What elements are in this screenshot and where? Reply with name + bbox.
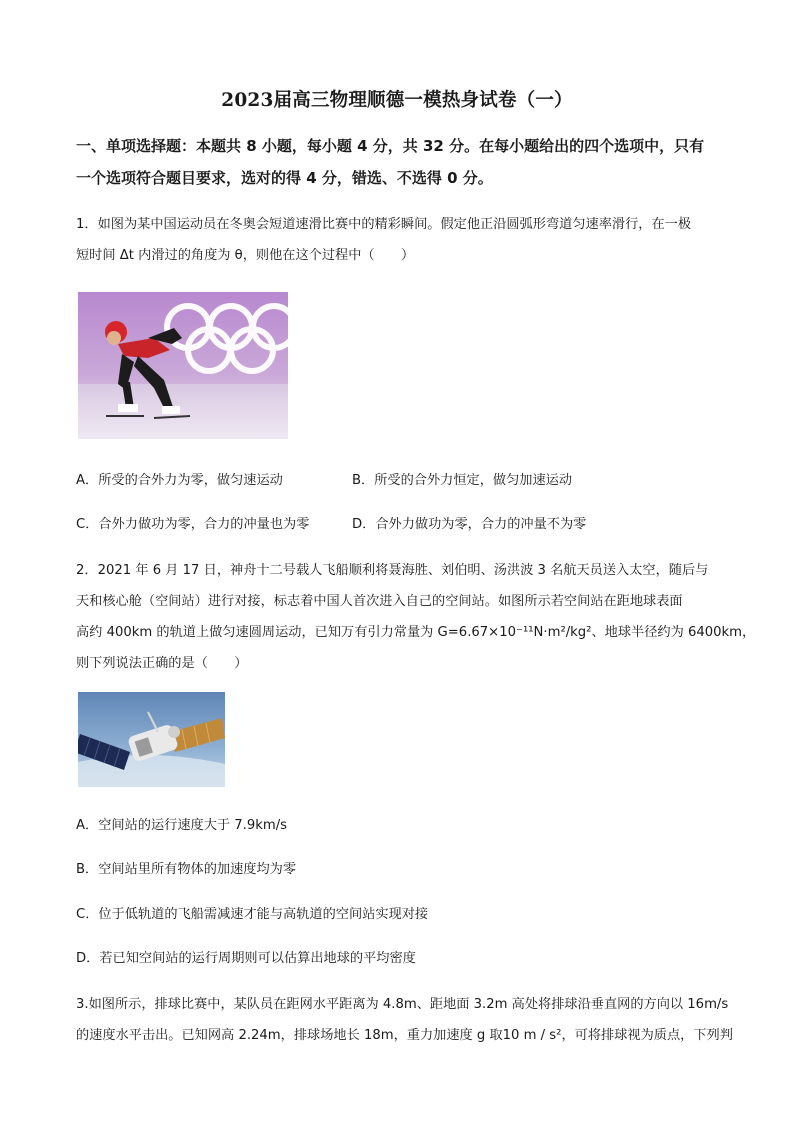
q2-option-b: B．空间站里所有物体的加速度均为零 xyxy=(76,862,297,877)
section-heading-line-2: 一个选项符合题目要求，选对的得 4 分，错选、不选得 0 分。 xyxy=(76,169,493,187)
q1-option-d: D．合外力做功为零，合力的冲量不为零 xyxy=(352,517,587,532)
speed-skater-photo xyxy=(78,292,288,439)
q1-option-b: B．所受的合外力恒定，做匀加速运动 xyxy=(352,473,573,488)
q2-option-a: A．空间站的运行速度大于 7.9km/s xyxy=(76,818,288,833)
q1-stem-line-2: 短时间 Δt 内滑过的角度为 θ，则他在这个过程中（ ） xyxy=(76,248,415,263)
q2-option-c: C．位于低轨道的飞船需减速才能与高轨道的空间站实现对接 xyxy=(76,907,429,922)
q3-stem-line-1: 3.如图所示，排球比赛中，某队员在距网水平距离为 4.8m、距地面 3.2m 高处将排球沿垂直网的方向以 16m/s xyxy=(76,997,729,1012)
q2-option-d: D．若已知空间站的运行周期则可以估算出地球的平均密度 xyxy=(76,951,416,966)
q2-stem-line-4: 则下列说法正确的是（ ） xyxy=(76,656,248,671)
q1-option-c: C．合外力做功为零，合力的冲量也为零 xyxy=(76,517,310,532)
q2-stem-line-2: 天和核心舱（空间站）进行对接，标志着中国人首次进入自己的空间站。如图所示若空间站在距地球表面 xyxy=(76,594,683,609)
q2-stem-line-1: 2．2021 年 6 月 17 日，神舟十二号载人飞船顺利将聂海胜、刘伯明、汤洪波 3 名航天员送入太空，随后与 xyxy=(76,563,709,578)
q1-stem-line-1: 1．如图为某中国运动员在冬奥会短道速滑比赛中的精彩瞬间。假定他正沿圆弧形弯道匀速率滑行，在一极 xyxy=(76,217,692,232)
section-heading-line-1: 一、单项选择题：本题共 8 小题，每小题 4 分，共 32 分。在每小题给出的四个选项中，只有 xyxy=(76,137,705,155)
q2-stem-line-3: 高约 400km 的轨道上做匀速圆周运动，已知万有引力常量为 G=6.67×10⁻¹¹N·m²/kg²、地球半径约为 6400km， xyxy=(76,625,756,640)
q1-option-a: A．所受的合外力为零，做匀速运动 xyxy=(76,473,283,488)
q3-stem-line-2: 的速度水平击出。已知网高 2.24m，排球场地长 18m，重力加速度 g 取10 m / s²，可将排球视为质点，下列判 xyxy=(76,1028,733,1043)
page-title: 2023届高三物理顺德一模热身试卷（一） xyxy=(221,90,573,111)
section-heading xyxy=(76,130,738,194)
space-station-photo xyxy=(78,692,225,787)
